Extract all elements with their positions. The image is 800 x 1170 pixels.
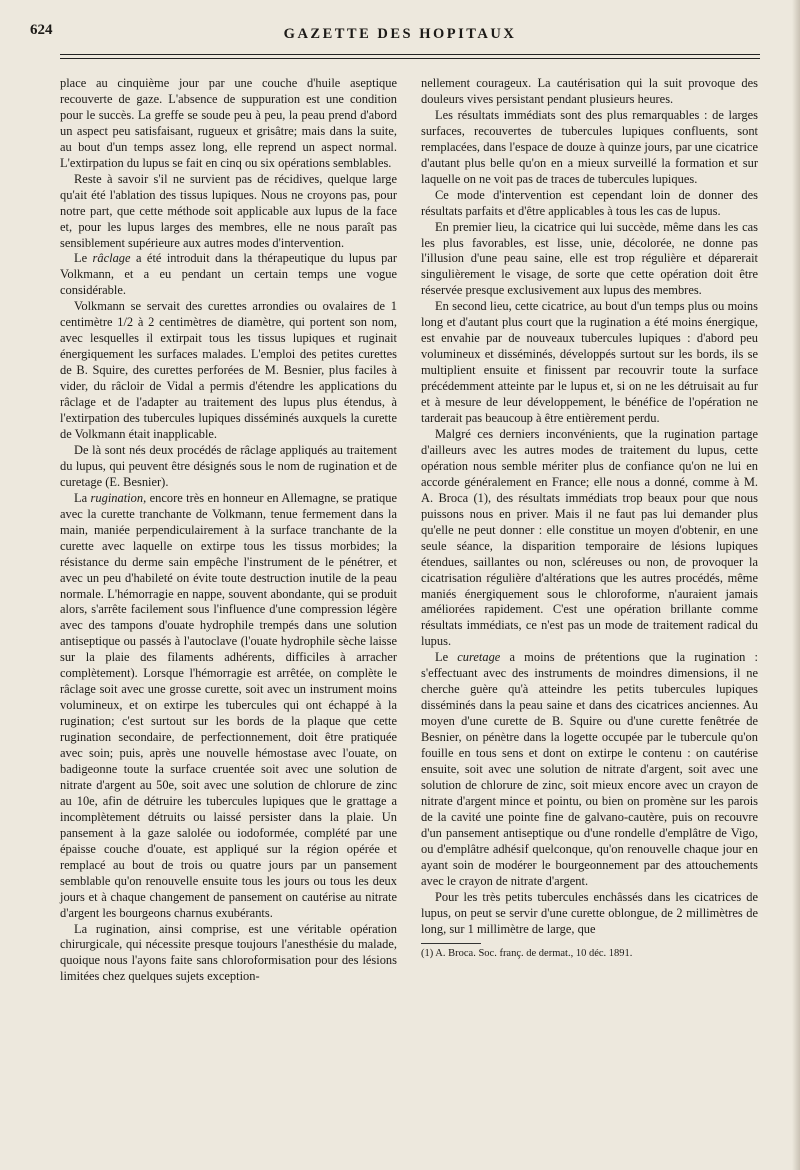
paragraph-text: encore très en honneur en Allemagne, se pratique avec la curette tranchante de Volkmann, tenue fermement dans la main, maniée perpendiculairement à la surface tranchante de la curette avec laquelle on extirpe tous les tissus morbides; la résistance du derme sain empêche l'instrument de le pénétrer, et avec un peu d'habileté on évite toute destruction inutile de la peau normale. L'hémorragie en nappe, souvent abondante, qui se produit alors, s'arrête facilement sous l'influence d'une compression légère avec des tampons d'ouate hydrophile trempés dans une solution antiseptique ou passés à l'autoclave (l'ouate hydrophile sèche laisse sur la plaie des filaments adhérents, difficiles à arracher complètement). Lorsque l'hémorragie est arrêtée, on complète le râclage soit avec une grosse curette, soit avec un instrument moins volumineux, et on extirpe les tubercules qui ont échappé à la rugination; c'est surtout sur les bords de la plaque que cette rugination secondaire, de perfectionnement, doit être pratiquée avec soin; puis, après une nouvelle hémostase avec l'ouate, on badigeonne toute la surface cruentée soit avec une solution de nitrate d'argent au 50e, soit avec une solution de chlorure de zinc au 10e, afin de détruire les tubercules lupiques que le grattage a incomplètement détruits ou laissé persister dans la plaie. Un pansement à la gaze salolée ou iodoformée, complété par une épaisse couche d'ouate, est appliqué sur la région opérée et remplacé au bout de trois ou quatre jours par un pansement semblable qu'on renouvelle ensuite tous les jours ou tous les deux jours et à chaque changement de pansement on cautérise au nitrate d'argent les bourgeons charnus exubérants. [60, 490, 397, 920]
right-column [421, 76, 758, 961]
paragraph: La rugination, ainsi comprise, est une véritable opération chirurgicale, qui nécessite presque toujours l'anesthésie du malade, quoique nous l'ayons faite sans chloroformisation pour des lésions limitées chez quelques sujets exception- [60, 921, 397, 984]
term-raclage: râclage [92, 251, 131, 266]
paragraph: Ce mode d'intervention est cependant loin de donner des résultats parfaits et d'être applicables à tous les cas de lupus. [421, 187, 758, 218]
paragraph-text: a moins de prétentions que la rugination : s'effectuant avec des instruments de moindres dimensions, il ne cherche guère qu'à atteindre les petits tubercules lupiques disséminés dans la peau saine et dans des cicatrices anciennes. Au moyen d'une curette de B. Squire ou d'une curette fenêtrée de Besnier, on pénètre dans la logette occupée par le tubercule qu'on fouille en tous sens et dont on extirpe le contenu : on cautérise ensuite, soit avec une solution de nitrate d'argent, soit avec une solution de chlorure de zinc, soit mieux encore avec un crayon de nitrate d'argent mince et pointu, ou bien on promène sur les parois de la cavité une pointe fine de galvano-cautère, puis on recouvre d'un pansement antiseptique ou d'une rondelle d'emplâtre de Vigo, ou d'emplâtre adhésif quelconque, qu'on renouvelle chaque jour en ayant soin de modérer le bourgeonnement par des attouchements avec le crayon de nitrate d'argent. [421, 650, 759, 888]
paragraph [60, 491, 397, 922]
left-column [60, 76, 397, 985]
paragraph: Pour les très petits tubercules enchâssés dans les cicatrices de lupus, on peut se servir d'une curette oblongue, de 2 millimètres de long, sur 1 millimètre de large, que [421, 889, 758, 936]
running-title: GAZETTE DES HOPITAUX [283, 26, 517, 42]
paragraph: De là sont nés deux procédés de râclage appliqués au traitement du lupus, qui peuvent être désignés sous le nom de rugination et de curetage (E. Besnier). [60, 442, 397, 489]
paragraph: place au cinquième jour par une couche d'huile aseptique recouverte de gaze. L'absence de suppuration est une condition pour le succès. La greffe se soude peu à peu, la peau prend d'abord un aspect peu satisfaisant, rugueux et grisâtre; mais dans la suite, au bout d'un temps assez long, elle reprend un aspect normal. L'extirpation du lupus se fait en cinq ou six opérations semblables. [60, 76, 397, 170]
paragraph: En second lieu, cette cicatrice, au bout d'un temps plus ou moins long et d'autant plus court que la rugination a été moins énergique, est envahie par de nouveaux tubercules lupiques : d'abord peu volumineux et disséminés, développés surtout sur les bords, ils se multiplient ensuite et finissent par recouvrir toute la surface précédemment atteinte par le lupus et, si on ne les détruisait au fur et à mesure de leur développement, le bénéfice de l'opération ne tarderait pas beaucoup à être entièrement perdu. [421, 299, 758, 426]
page-number: 624 [30, 22, 53, 38]
term-curetage: curetage [457, 650, 501, 665]
paragraph: Les résultats immédiats sont des plus remarquables : de larges surfaces, recouvertes de tubercules lupiques confluents, sont remplacées, dans l'espace de douze à quinze jours, par une cicatrice d'autant plus belle qu'on en a mieux surveillé la formation et sur laquelle on ne voit pas de traces de tubercules lupiques. [421, 107, 758, 186]
lead-word: Le [74, 251, 93, 266]
paragraph: Malgré ces derniers inconvénients, que la rugination partage d'ailleurs avec les autres modes de traitement du lupus, cette opération nous semble mériter plus de confiance qu'on ne lui en accorde généralement en France; elle nous a donné, comme à M. A. Broca (1), des résultats immédiats trop beaux pour que nous puissons nous en priver. Mais il ne faut pas lui demander plus qu'elle ne peut donner : elle constitue un moyen d'obtenir, en une seule séance, la disparition temporaire de lésions lupiques étendues, saillantes ou non, scléreuses ou non, de provoquer la cicatrisation régulière d'altérations que les autres procédés, même maniés énergiquement sous le chloroforme, n'auraient jamais améliorées rapidement. C'est une opération brillante comme résultats immédiats, ce n'est pas un mode de traitement radical du lupus. [421, 426, 758, 649]
paragraph [421, 650, 758, 889]
header-rule [60, 54, 760, 59]
paragraph [60, 251, 397, 299]
footnote-rule [421, 943, 481, 944]
term-rugination: rugination, [90, 490, 147, 505]
footnote: (1) A. Broca. Soc. franç. de dermat., 10 déc. 1891. [421, 948, 633, 960]
lead-word: Le [435, 650, 458, 665]
paragraph: Reste à savoir s'il ne survient pas de récidives, quelque large qu'ait été l'ablation des tissus lupiques. Nous ne croyons pas, pour notre part, que cette méthode soit applicable aux lupus de la face et, pour les lupus larges des membres, elle ne nous paraît pas sensiblement supérieure aux autres modes d'intervention. [60, 171, 397, 250]
paragraph-text: a été introduit dans la thérapeutique du lupus par Volkmann, et a eu pendant un certain temps une vogue considérable. [60, 251, 397, 298]
page-edge-shadow [792, 0, 800, 1170]
lead-word: La [74, 490, 91, 505]
paragraph: En premier lieu, la cicatrice qui lui succède, même dans les cas les plus favorables, est lisse, unie, décolorée, ne donne pas l'illusion d'une peau saine, elle est trop régulière et déparerait singulièrement le visage, de sorte que cette opération doit être réservée presque exclusivement aux lupus des membres. [421, 219, 758, 298]
paragraph: nellement courageux. La cautérisation qui la suit provoque des douleurs vives persistant pendant plusieurs heures. [421, 76, 758, 106]
paragraph: Volkmann se servait des curettes arrondies ou ovalaires de 1 centimètre 1/2 à 2 centimètres de diamètre, qui portent son nom, avec lesquelles il extirpait tous les tissus lupiques et ruginait énergiquement les surfaces malades. L'emploi des petites curettes de B. Squire, des curettes perforées de M. Besnier, plus faciles à vider, du râcloir de Vidal a permis d'étendre les applications du râclage et de l'adapter au traitement des lupus plus étendus, à l'extirpation des tubercules lupiques disséminés auxquels la curette de Volkmann était inapplicable. [60, 299, 397, 441]
